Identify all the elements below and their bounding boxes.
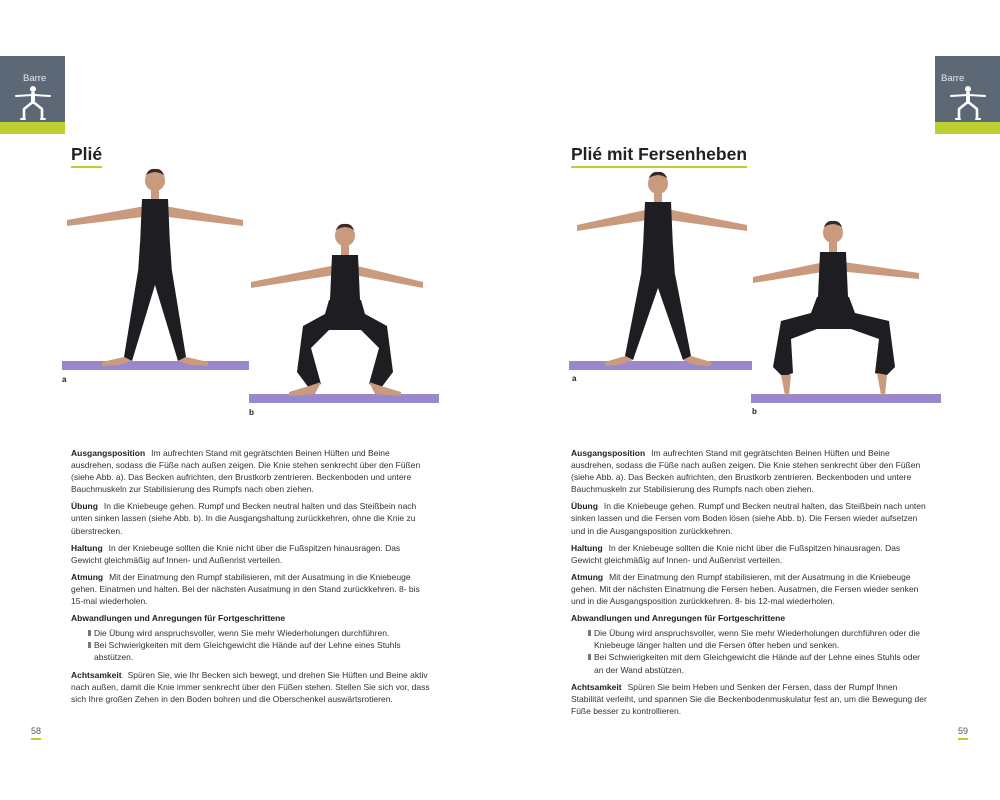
list-item: Die Übung wird anspruchsvoller, wenn Sie mehr Wiederholungen durchführen oder die Kniebeuge länger halten und die Fersen öfter heben und senken. [571, 627, 931, 651]
exercise-photo-b [249, 222, 441, 417]
section-heading: Ausgangsposition [571, 448, 646, 458]
list-item: Bei Schwierigkeiten mit dem Gleichgewicht die Hände auf der Lehne eines Stuhls abstützen. [71, 639, 431, 663]
list-item: Die Übung wird anspruchsvoller, wenn Sie mehr Wiederholungen durchführen. [71, 627, 431, 639]
section-heading: Atmung [71, 571, 104, 582]
section-heading: Übung [571, 501, 598, 512]
figure-label: b [752, 407, 757, 416]
section-achtsamkeit [571, 681, 931, 717]
section-heading-abwandlungen: Abwandlungen und Anregungen für Fortgeschrittene [71, 613, 286, 624]
section-text: In die Kniebeuge gehen. Rumpf und Becken neutral halten, das Steißbein nach unten sinken lassen und die Fersen vom Boden lösen (siehe Abb. b). Die Fersen wieder aufsetzen und in die Ausgangsposition zurückkehren. [571, 501, 926, 536]
section-text: Mit der Einatmung den Rumpf stabilisieren, mit der Ausatmung in die Kniebeuge gehen. Mit der nächsten Einatmung die Fersen heben. Ausatmen, die Fersen wieder senken und in die Ausgangsposition zurückkehren. 8- bis 12-mal wiederholen. [571, 571, 919, 607]
exercise-photo-a [569, 168, 755, 383]
section-uebung [71, 500, 431, 536]
section-text: Im aufrechten Stand mit gegrätschten Beinen Hüften und Beine ausdrehen, sodass die Füße nach außen zeigen. Die Knie stehen senkrecht über den Füßen (siehe Abb. a). Das Becken aufrichten, den Brustkorb zentrieren. Beckenboden und untere Bauchmuskeln zur Stabilisierung des Rumpfs nach oben ziehen. [71, 448, 421, 495]
exercise-photo-a [62, 165, 252, 384]
section-atmung [571, 571, 931, 607]
section-uebung [571, 500, 931, 536]
figure-label: b [249, 408, 254, 417]
section-text: Im aufrechten Stand mit gegrätschten Beinen Hüften und Beine ausdrehen, sodass die Füße nach außen zeigen. Die Knie stehen senkrecht über den Füßen (siehe Abb. a). Das Becken aufrichten, den Brustkorb zentrieren. Beckenboden und untere Bauchmuskeln zur Stabilisierung des Rumpfs nach oben ziehen. [571, 448, 921, 495]
section-text: In der Kniebeuge sollten die Knie nicht über die Fußspitzen hinausragen. Das Gewicht gleichmäßig auf Innen- und Außenrist verteilen. [71, 542, 401, 565]
exercise-instructions-left [71, 447, 431, 710]
page-title: Plié mit Fersenheben [571, 144, 747, 168]
tab-accent-bar [0, 122, 65, 134]
section-heading: Haltung [571, 542, 603, 553]
section-haltung [571, 542, 931, 566]
section-tab-right [935, 56, 1000, 134]
section-heading: Haltung [71, 542, 103, 553]
list-item: Bei Schwierigkeiten mit dem Gleichgewicht die Hände auf der Lehne eines Stuhls oder an der Wand abstützen. [571, 651, 931, 675]
plie-pose-icon [949, 85, 987, 121]
page-number: 58 [31, 726, 41, 740]
abwandlungen-list [71, 627, 431, 663]
section-haltung [71, 542, 431, 566]
figure-label: a [62, 375, 67, 384]
page-number: 59 [958, 726, 968, 740]
section-heading: Achtsamkeit [71, 669, 122, 680]
section-tab-label: Barre [23, 73, 47, 84]
page-title: Plié [71, 144, 102, 168]
section-ausgangsposition [571, 447, 931, 495]
exercise-photo-b [751, 219, 943, 416]
section-ausgangsposition [71, 447, 431, 495]
section-achtsamkeit [71, 669, 431, 705]
section-text: Mit der Einatmung den Rumpf stabilisieren, mit der Ausatmung in die Kniebeuge gehen. Einatmen und halten. Bei der nächsten Ausatmung in den Stand zurückkehren. 8- bis 15-mal wiederholen. [71, 571, 420, 607]
section-text: In der Kniebeuge sollten die Knie nicht über die Fußspitzen hinausragen. Das Gewicht gleichmäßig auf Innen- und Außenrist verteilen. [571, 542, 901, 565]
section-heading-abwandlungen: Abwandlungen und Anregungen für Fortgeschrittene [571, 613, 786, 624]
plie-pose-icon [14, 85, 52, 121]
section-heading: Atmung [571, 571, 604, 582]
section-atmung [71, 571, 431, 607]
section-tab-left [0, 56, 65, 134]
section-text: Spüren Sie, wie Ihr Becken sich bewegt, und drehen Sie Hüften und Beine aktiv nach außen, damit die Knie immer senkrecht über den Füßen stehen. Stellen Sie sich vor, dass sich Ihre großen Zehen in den Boden bohren und die Oberschenkel auswärtsrotieren. [71, 669, 430, 704]
figure-label: a [572, 374, 577, 383]
exercise-instructions-right [571, 447, 931, 722]
abwandlungen-list [571, 627, 931, 675]
section-heading: Ausgangsposition [71, 448, 146, 458]
section-heading: Übung [71, 501, 98, 512]
section-text: In die Kniebeuge gehen. Rumpf und Becken neutral halten und das Steißbein nach unten sinken lassen (siehe Abb. b). In die Ausgangshaltung zurückkehren, ohne die Knie zu überstrecken. [71, 501, 417, 536]
section-tab-label: Barre [941, 73, 965, 84]
section-text: Spüren Sie beim Heben und Senken der Fersen, dass der Rumpf Ihnen Stabilität verleiht, und spannen Sie die Beckenbodenmuskulatur fest an, um die Bewegung der Füße besser zu kontrollieren. [571, 681, 927, 716]
tab-accent-bar [935, 122, 1000, 134]
section-heading: Achtsamkeit [571, 681, 622, 692]
